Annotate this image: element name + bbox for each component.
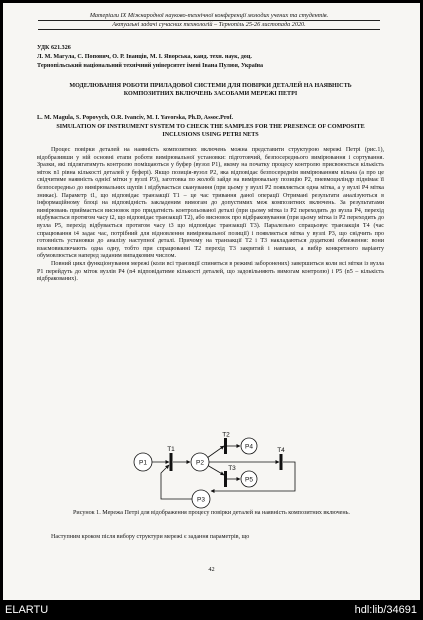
udc-code: УДК 621.326 <box>37 45 71 51</box>
header-line-2: Актуальні задачі сучасних технологій – Тернопіль 25-26 листопада 2020. <box>38 21 380 30</box>
label-p2: P2 <box>196 459 204 467</box>
title-ua: МОДЕЛЮВАННЯ РОБОТИ ПРИЛАДОВОЇ СИСТЕМИ ДЛЯ ПОВІРКИ ДЕТАЛЕЙ НА НАЯВНІСТЬ КОМПОЗИТНИХ ВКЛЮЧЕНЬ ЗАСОБАМИ МЕРЕЖІ ПЕТРІ <box>69 83 352 97</box>
figure-caption: Рисунок 1. Мережа Петрі для відображення процесу повірки деталей на наявність композитних включень. <box>73 510 350 516</box>
affiliation: Тернопільський національний технічний університет імені Івана Пулюя, Україна <box>37 63 264 69</box>
paragraph-2: Повний цикл функціонування мережі (коли всі транзиції спиняться в режимі заборонених) завершиться коли всі мітки із вузла Р1 перейдуть до міток вузлів Р4 (n4 відповідатиме кількості деталей, що задовільняють вимогам контролю) і Р5 (n5 – кількість відбракованих). <box>37 260 384 283</box>
repository-footer <box>0 600 423 620</box>
label-t4: T4 <box>277 447 285 454</box>
transition-t4 <box>280 454 283 470</box>
transition-t2 <box>224 438 227 454</box>
label-t1: T1 <box>167 446 175 453</box>
paragraph-3: Наступним кроком після вибору структури мережі є задання параметрів, що <box>51 534 250 540</box>
header-line-1: Матеріали IX Міжнародної науково-технічної конференції молодих учених та студентів. <box>38 12 380 21</box>
page-number: 42 <box>208 566 215 573</box>
body-paragraphs <box>37 147 384 284</box>
paragraph-1: Процес повірки деталей на наявність композитних включень можна представити структурою мережі Петрі (рис.1), відобразивши у ній основні етапи роботи вимірювальної установки: підготовчий, безпосереднього вимірювання і сортування. Зразки, які підлягатимуть контролю поміщаються у буфер (вузол Р1), якому на початку процесу контролю присвоюється кількість міток n1 рівна кількості деталей у буфері). Якщо позиція-вузол Р2, яка відповідає безпосереднім вимірюванням вільна (а про це свідчитиме наявність однієї мітки у вузлі Р3), заготовка по жолобі зайде на вимірювальну позицію Р2, пневмоциліндр піднімає її безпосередньо до вимірювальних щупів і відбувається сканування (при цьому у вузлі Р2 появляється одна мітка, а у вузлі Р4 мітка зникає). Параметр t1, що відповідає транзакції Т1 – це час тривання даної операції Отримані результати аналізуються в інформаційному блоці на відповідність закладеним вимогам до допустимих меж композитних включень. За результатами вимірювань приймається висновок про придатність контрольованої деталі (при цьому мітка із Р2 переходить до вузла Р4, перехід відбувається протягом часу t2, що відповідає транзакції Т2), або висновок про відбраковування (при цьому мітка із Р2 переходить до вузла Р5, перехід відбувається протягом часу t3 що відповідає транзакції Т3). Паралельно спрацьовує транзакція Т4 (час спрацювання t4 задає час, потрібний для відновлення вимірювальної позиції) і появляється мітка у вузлі Р3, що свідчить про готовність установки до аналізу наступної деталі. Причому на транзакції Т2 і Т3 накладаються додаткові обмеження: вони взаємовиключають одна одну, тобто при спрацюванні Т2 перехід Т3 закритий і навпаки, а вибір конкретного варіанту обумовлюється наперед заданим випадковим числом. <box>37 147 384 260</box>
arc-p2-t3 <box>207 465 224 475</box>
conference-header <box>38 12 380 30</box>
label-t2: T2 <box>222 431 230 439</box>
transition-t1 <box>170 453 173 471</box>
authors-ua: Л. М. Магула, С. Попович, О. Р. Іванців, М. І. Яворська, канд. техн. наук, доц. <box>37 54 252 60</box>
arc-p2-t2 <box>207 446 224 458</box>
label-p5: P5 <box>245 476 253 484</box>
repository-name: ELARTU <box>5 604 49 616</box>
transition-t3 <box>224 471 227 487</box>
authors-en: L. M. Magula, S. Popovych, O.R. Ivanciv, M. I. Yavorska, Ph.D, Assoc.Prof. <box>37 115 234 121</box>
label-t3: T3 <box>228 465 236 472</box>
petri-net-diagram <box>123 429 313 511</box>
body-paragraph-3 <box>37 534 384 542</box>
document-page <box>3 3 420 600</box>
title-en: SIMULATION OF INSTRUMENT SYSTEM TO CHECK THE SAMPLES FOR THE PRESENCE OF COMPOSITE INCLUSIONS USING PETRI NETS <box>56 124 365 138</box>
label-p1: P1 <box>139 459 147 467</box>
label-p4: P4 <box>245 443 253 451</box>
label-p3: P3 <box>197 496 205 504</box>
handle-id: hdl:lib/34691 <box>354 604 417 616</box>
arc-p3-t1 <box>161 465 192 499</box>
